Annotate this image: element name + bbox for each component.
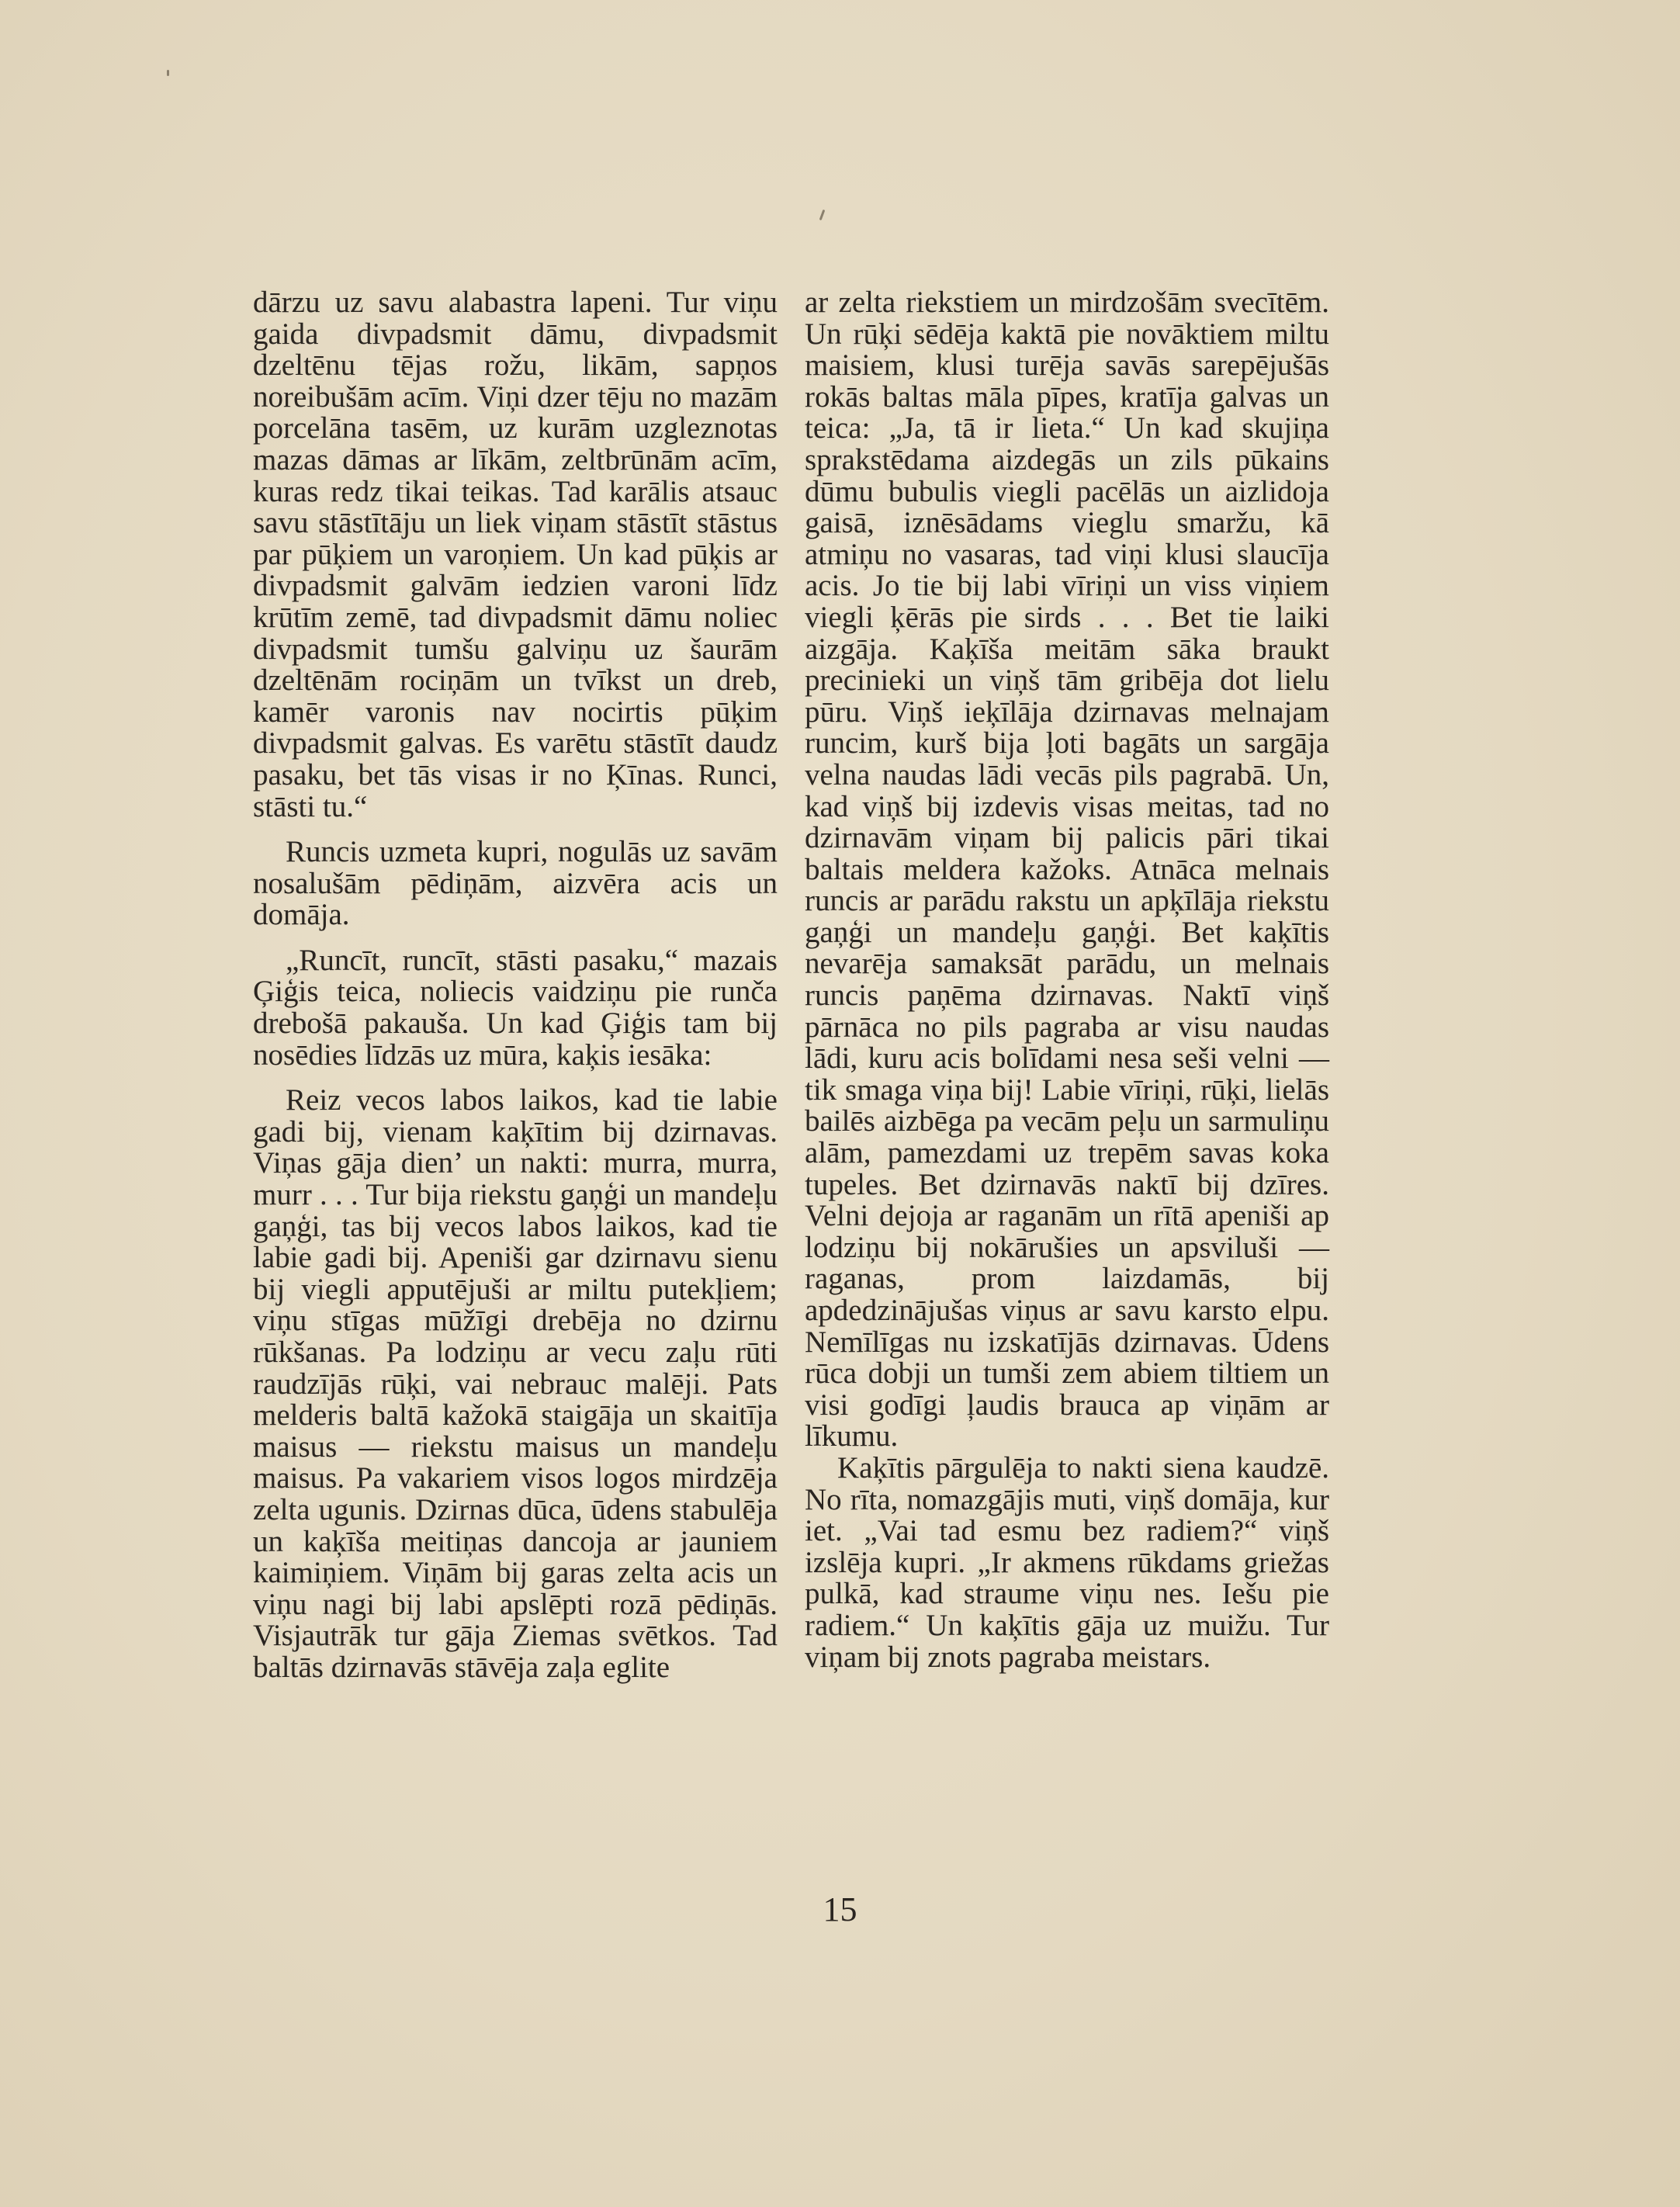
left-text-column (253, 287, 778, 1684)
paragraph: Kaķītis pārgulēja to nakti siena kaudzē. No rīta, nomazgājis muti, viņš domāja, kur iet. „Vai tad esmu bez radiem?“ viņš izslēja kupri. „Ir akmens rūkdams griežas pulkā, kad straume viņu nes. Iešu pie radiem.“ Un kaķītis gāja uz muižu. Tur viņam bij znots pagraba meistars. (805, 1450, 1329, 1674)
paper-speck (819, 210, 826, 220)
paper-speck (167, 70, 169, 76)
paragraph: Reiz vecos labos laikos, kad tie labie gadi bij, vienam kaķītim bij dzirnavas. Viņas gāja dien’ un nakti: murra, murra, murr . . . Tur bija riekstu gaņģi un mandeļu gaņģi, tas bij vecos labos laikos, kad tie labie gadi bij. Apeniši gar dzirnavu sienu bij viegli apputējuši ar miltu putekļiem; viņu stīgas mūžīgi drebēja no dzirnu rūkšanas. Pa lodziņu ar vecu zaļu rūti raudzījās rūķi, vai nebrauc malēji. Pats melderis baltā kažokā staigāja un skaitīja maisus — riekstu maisus un mandeļu maisus. Pa vakariem visos logos mirdzēja zelta ugunis. Dzirnas dūca, ūdens stabulēja un kaķīša meitiņas dancoja ar jauniem kaimiņiem. Viņām bij garas zelta acis un viņu nagi bij labi apslēpti rozā pēdiņās. Visjautrāk tur gāja Ziemas svētkos. Tad baltās dzirnavās stāvēja zaļa eglite (253, 1083, 778, 1684)
paragraph: ar zelta riekstiem un mirdzošām svecītēm. Un rūķi sēdēja kaktā pie novāktiem miltu maisiem, klusi turēja savās sarepējušās rokās baltas māla pīpes, kratīja galvas un teica: „Ja, tā ir lieta.“ Un kad skujiņa sprakstēdama aizdegās un zils pūkains dūmu bubulis viegli pacēlās un aizlidoja gaisā, iznēsādams vieglu smaržu, kā atmiņu no vasaras, tad viņi klusi slaucīja acis. Jo tie bij labi vīriņi un viss viņiem viegli ķērās pie sirds . . . Bet tie laiki aizgāja. Kaķīša meitām sāka braukt precinieki un viņš tām gribēja dot lielu pūru. Viņš ieķīlāja dzirnavas melnajam runcim, kurš bija ļoti bagāts un sargāja velna naudas lādi vecās pils pagrabā. Un, kad viņš bij izdevis visas meitas, tad no dzirnavām viņam bij palicis pāri tikai baltais meldera kažoks. Atnāca melnais runcis ar parādu rakstu un apķīlāja riekstu gaņģi un mandeļu gaņģi. Bet kaķītis nevarēja samaksāt parādu, un melnais runcis paņēma dzirnavas. Naktī viņš pārnāca no pils pagraba ar visu naudas lādi, kuru acis bolīdami nesa seši velni — tik smaga viņa bij! Labie vīriņi, rūķi, lielās bailēs aizbēga pa vecām peļu un sarmuliņu alām, pamezdami uz trepēm savas koka tupeles. Bet dzirnavās naktī bij dzīres. Velni dejoja ar raganām un rītā apeniši ap lodziņu bij nokārušies un apsviluši — raganas, prom laizdamās, bij apdedzinājušas viņus ar savu karsto elpu. Nemīlīgas nu izskatījās dzirnavas. Ūdens rūca dobji un tumši zem abiem tiltiem un visi godīgi ļaudis brauca ap viņām ar līkumu. (805, 286, 1329, 1453)
paragraph: „Runcīt, runcīt, stāsti pasaku,“ mazais Ģiģis teica, noliecis vaidziņu pie runča drebošā pakauša. Un kad Ģiģis tam bij nosēdies līdzās uz mūra, kaķis iesāka: (253, 943, 778, 1072)
page-number: 15 (823, 1890, 857, 1928)
paragraph: dārzu uz savu alabastra lapeni. Tur viņu gaida divpadsmit dāmu, divpadsmit dzeltēnu tējas rožu, likām, sapņos noreibušām acīm. Viņi dzer tēju no mazām porcelāna tasēm, uz kurām uzgleznotas mazas dāmas ar līkām, zeltbrūnām acīm, kuras redz tikai teikas. Tad karālis atsauc savu stāstītāju un liek viņam stāstīt stāstus par pūķiem un varoņiem. Un kad pūķis ar divpadsmit galvām iedzien varoni līdz krūtīm zemē, tad divpadsmit dāmu noliec divpadsmit tumšu galviņu uz šaurām dzeltēnām rociņām un tvīkst un dreb, kamēr varonis nav nocirtis pūķim divpadsmit galvas. Es varētu stāstīt daudz pasaku, bet tās visas ir no Ķīnas. Runci, stāsti tu.“ (253, 286, 778, 823)
paragraph: Runcis uzmeta kupri, nogulās uz savām nosalušām pēdiņām, aizvēra acis un domāja. (253, 835, 778, 932)
right-text-column (805, 287, 1329, 1673)
